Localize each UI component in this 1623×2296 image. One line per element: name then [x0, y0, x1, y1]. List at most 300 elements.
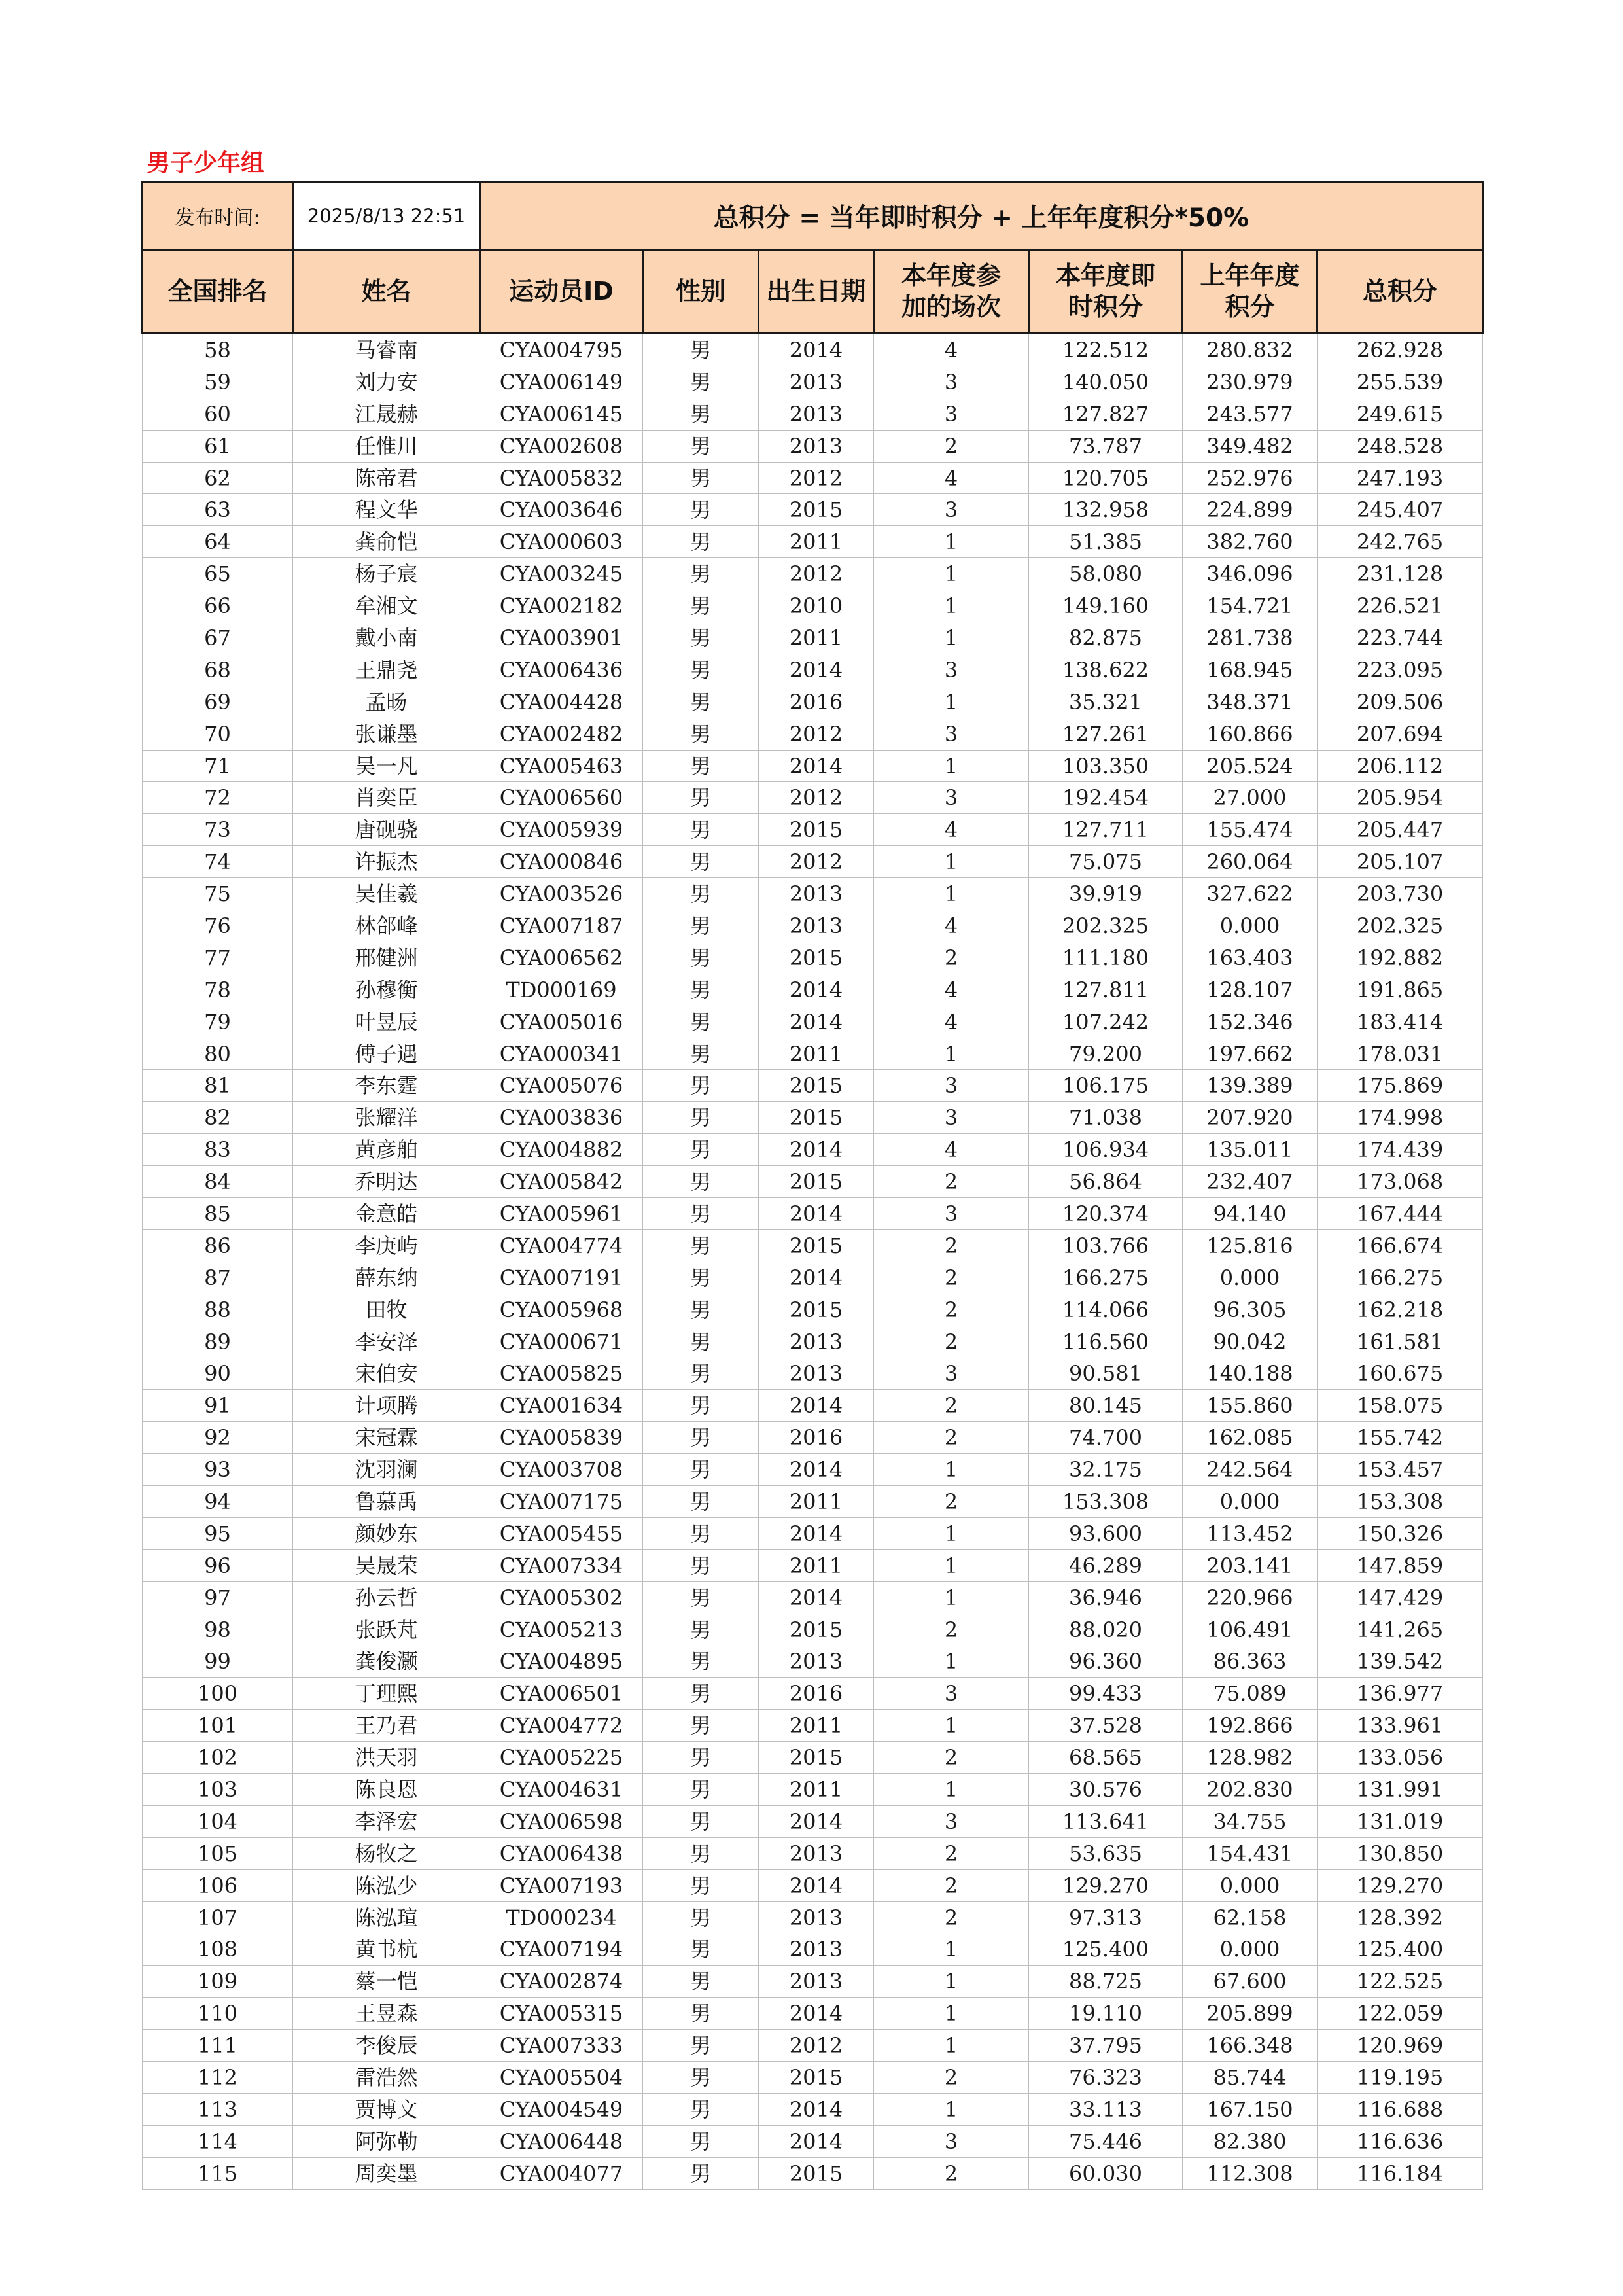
cell-athlete-id: TD000234: [480, 1901, 643, 1934]
cell-name: 李庚屿: [293, 1229, 480, 1262]
cell-rank: 66: [143, 590, 293, 622]
cell-athlete-id: CYA004549: [480, 2093, 643, 2125]
cell-gender: 男: [643, 1774, 759, 1806]
cell-rank: 101: [143, 1710, 293, 1742]
column-header-rank: 全国排名: [143, 250, 293, 334]
table-row: [143, 398, 1483, 430]
cell-last-year-points: 128.982: [1183, 1742, 1318, 1774]
table-row: [143, 1390, 1483, 1422]
cell-gender: 男: [643, 942, 759, 974]
table-row: [143, 526, 1483, 558]
cell-total-points: 147.429: [1318, 1581, 1483, 1614]
publish-time: 2025/8/13 22:51: [293, 182, 480, 250]
cell-events: 4: [874, 974, 1029, 1006]
cell-current-points: 97.313: [1029, 1901, 1183, 1934]
cell-gender: 男: [643, 1326, 759, 1358]
cell-events: 2: [874, 942, 1029, 974]
cell-current-points: 149.160: [1029, 590, 1183, 622]
cell-total-points: 158.075: [1318, 1390, 1483, 1422]
cell-athlete-id: CYA005016: [480, 1006, 643, 1038]
cell-total-points: 192.882: [1318, 942, 1483, 974]
cell-current-points: 68.565: [1029, 1742, 1183, 1774]
cell-current-points: 103.766: [1029, 1229, 1183, 1262]
cell-birth-year: 2013: [759, 1358, 874, 1390]
cell-name: 杨子宸: [293, 558, 480, 590]
table-row: [143, 430, 1483, 462]
cell-last-year-points: 128.107: [1183, 974, 1318, 1006]
cell-gender: 男: [643, 1358, 759, 1390]
cell-name: 孙穆衡: [293, 974, 480, 1006]
cell-last-year-points: 205.899: [1183, 1998, 1318, 2030]
cell-current-points: 113.641: [1029, 1805, 1183, 1837]
cell-last-year-points: 280.832: [1183, 334, 1318, 366]
cell-rank: 69: [143, 686, 293, 718]
cell-last-year-points: 243.577: [1183, 398, 1318, 430]
cell-gender: 男: [643, 718, 759, 750]
cell-name: 张跃芃: [293, 1614, 480, 1646]
cell-gender: 男: [643, 878, 759, 910]
table-row: [143, 1805, 1483, 1837]
cell-name: 龚俞恺: [293, 526, 480, 558]
table-row: [143, 366, 1483, 398]
table-row: [143, 654, 1483, 686]
cell-last-year-points: 220.966: [1183, 1581, 1318, 1614]
cell-last-year-points: 154.431: [1183, 1837, 1318, 1869]
cell-name: 黄彦舶: [293, 1134, 480, 1166]
cell-athlete-id: CYA001634: [480, 1390, 643, 1422]
cell-birth-year: 2013: [759, 1326, 874, 1358]
cell-athlete-id: CYA002608: [480, 430, 643, 462]
cell-name: 薛东纳: [293, 1262, 480, 1294]
table-row: [143, 1486, 1483, 1518]
cell-current-points: 93.600: [1029, 1517, 1183, 1549]
cell-gender: 男: [643, 686, 759, 718]
cell-gender: 男: [643, 1805, 759, 1837]
cell-rank: 113: [143, 2093, 293, 2125]
cell-athlete-id: CYA003646: [480, 494, 643, 526]
cell-total-points: 242.765: [1318, 526, 1483, 558]
cell-gender: 男: [643, 1006, 759, 1038]
cell-current-points: 51.385: [1029, 526, 1183, 558]
cell-name: 林郃峰: [293, 910, 480, 942]
cell-athlete-id: CYA004774: [480, 1229, 643, 1262]
cell-gender: 男: [643, 1454, 759, 1486]
cell-events: 1: [874, 2093, 1029, 2125]
cell-athlete-id: CYA000671: [480, 1326, 643, 1358]
cell-events: 2: [874, 430, 1029, 462]
cell-birth-year: 2014: [759, 2093, 874, 2125]
cell-gender: 男: [643, 1134, 759, 1166]
table-row: [143, 1038, 1483, 1070]
cell-name: 吴佳羲: [293, 878, 480, 910]
cell-athlete-id: CYA006562: [480, 942, 643, 974]
cell-events: 4: [874, 334, 1029, 366]
table-row: [143, 814, 1483, 846]
column-header-events: 本年度参加的场次: [874, 250, 1029, 334]
cell-last-year-points: 166.348: [1183, 2030, 1318, 2062]
cell-name: 王乃君: [293, 1710, 480, 1742]
cell-birth-year: 2015: [759, 1229, 874, 1262]
table-row: [143, 2030, 1483, 2062]
cell-birth-year: 2013: [759, 1901, 874, 1934]
cell-events: 3: [874, 2125, 1029, 2157]
cell-last-year-points: 160.866: [1183, 718, 1318, 750]
column-header-total-points: 总积分: [1318, 250, 1483, 334]
cell-events: 3: [874, 1102, 1029, 1134]
cell-birth-year: 2014: [759, 1805, 874, 1837]
cell-total-points: 207.694: [1318, 718, 1483, 750]
cell-current-points: 127.711: [1029, 814, 1183, 846]
cell-rank: 65: [143, 558, 293, 590]
cell-total-points: 205.954: [1318, 782, 1483, 814]
cell-gender: 男: [643, 1390, 759, 1422]
cell-athlete-id: CYA004077: [480, 2157, 643, 2189]
cell-last-year-points: 327.622: [1183, 878, 1318, 910]
cell-athlete-id: CYA004772: [480, 1710, 643, 1742]
cell-current-points: 36.946: [1029, 1581, 1183, 1614]
cell-name: 蔡一恺: [293, 1966, 480, 1998]
cell-last-year-points: 168.945: [1183, 654, 1318, 686]
cell-current-points: 19.110: [1029, 1998, 1183, 2030]
cell-total-points: 131.019: [1318, 1805, 1483, 1837]
cell-total-points: 173.068: [1318, 1166, 1483, 1198]
cell-rank: 76: [143, 910, 293, 942]
cell-name: 阿弥勒: [293, 2125, 480, 2157]
cell-name: 叶昱辰: [293, 1006, 480, 1038]
cell-athlete-id: CYA005825: [480, 1358, 643, 1390]
cell-gender: 男: [643, 782, 759, 814]
cell-last-year-points: 85.744: [1183, 2062, 1318, 2094]
cell-name: 牟湘文: [293, 590, 480, 622]
cell-rank: 87: [143, 1262, 293, 1294]
cell-events: 2: [874, 1901, 1029, 1934]
group-title: 男子少年组: [147, 150, 265, 177]
table-row: [143, 846, 1483, 878]
cell-last-year-points: 346.096: [1183, 558, 1318, 590]
cell-birth-year: 2011: [759, 1710, 874, 1742]
table-row: [143, 622, 1483, 654]
table-row: [143, 1262, 1483, 1294]
cell-athlete-id: CYA005832: [480, 462, 643, 494]
cell-current-points: 80.145: [1029, 1390, 1183, 1422]
table-row: [143, 718, 1483, 750]
cell-name: 李泽宏: [293, 1805, 480, 1837]
cell-athlete-id: CYA007333: [480, 2030, 643, 2062]
cell-birth-year: 2014: [759, 1998, 874, 2030]
cell-name: 傅子遇: [293, 1038, 480, 1070]
cell-birth-year: 2015: [759, 814, 874, 846]
cell-athlete-id: CYA002182: [480, 590, 643, 622]
cell-total-points: 174.998: [1318, 1102, 1483, 1134]
cell-events: 4: [874, 462, 1029, 494]
cell-last-year-points: 34.755: [1183, 1805, 1318, 1837]
cell-gender: 男: [643, 1646, 759, 1678]
cell-gender: 男: [643, 1837, 759, 1869]
cell-events: 2: [874, 1422, 1029, 1454]
cell-birth-year: 2016: [759, 1678, 874, 1710]
cell-current-points: 79.200: [1029, 1038, 1183, 1070]
cell-events: 3: [874, 782, 1029, 814]
cell-current-points: 192.454: [1029, 782, 1183, 814]
cell-events: 1: [874, 622, 1029, 654]
cell-total-points: 206.112: [1318, 750, 1483, 782]
cell-current-points: 88.020: [1029, 1614, 1183, 1646]
cell-rank: 98: [143, 1614, 293, 1646]
cell-last-year-points: 0.000: [1183, 1934, 1318, 1966]
cell-birth-year: 2013: [759, 1934, 874, 1966]
cell-gender: 男: [643, 1102, 759, 1134]
cell-total-points: 245.407: [1318, 494, 1483, 526]
cell-total-points: 139.542: [1318, 1646, 1483, 1678]
cell-athlete-id: CYA006448: [480, 2125, 643, 2157]
cell-current-points: 153.308: [1029, 1486, 1183, 1518]
cell-athlete-id: CYA004795: [480, 334, 643, 366]
cell-current-points: 116.560: [1029, 1326, 1183, 1358]
column-header-row: [143, 250, 1483, 334]
cell-last-year-points: 140.188: [1183, 1358, 1318, 1390]
cell-gender: 男: [643, 1678, 759, 1710]
cell-athlete-id: CYA005225: [480, 1742, 643, 1774]
cell-name: 杨牧之: [293, 1837, 480, 1869]
cell-events: 1: [874, 1934, 1029, 1966]
cell-rank: 115: [143, 2157, 293, 2189]
cell-events: 4: [874, 1134, 1029, 1166]
cell-name: 田牧: [293, 1294, 480, 1326]
cell-current-points: 202.325: [1029, 910, 1183, 942]
cell-total-points: 223.095: [1318, 654, 1483, 686]
table-body: [143, 334, 1483, 2190]
cell-birth-year: 2012: [759, 2030, 874, 2062]
table-row: [143, 782, 1483, 814]
cell-last-year-points: 230.979: [1183, 366, 1318, 398]
table-row: [143, 462, 1483, 494]
cell-total-points: 116.636: [1318, 2125, 1483, 2157]
cell-athlete-id: CYA005455: [480, 1517, 643, 1549]
cell-birth-year: 2011: [759, 526, 874, 558]
cell-gender: 男: [643, 590, 759, 622]
cell-events: 1: [874, 878, 1029, 910]
cell-name: 马睿南: [293, 334, 480, 366]
cell-total-points: 205.107: [1318, 846, 1483, 878]
cell-rank: 79: [143, 1006, 293, 1038]
cell-total-points: 133.056: [1318, 1742, 1483, 1774]
cell-birth-year: 2015: [759, 1102, 874, 1134]
cell-gender: 男: [643, 2157, 759, 2189]
cell-rank: 110: [143, 1998, 293, 2030]
cell-last-year-points: 94.140: [1183, 1198, 1318, 1230]
cell-current-points: 74.700: [1029, 1422, 1183, 1454]
cell-total-points: 161.581: [1318, 1326, 1483, 1358]
cell-current-points: 56.864: [1029, 1166, 1183, 1198]
cell-athlete-id: TD000169: [480, 974, 643, 1006]
cell-name: 颜妙东: [293, 1517, 480, 1549]
cell-events: 3: [874, 1805, 1029, 1837]
cell-birth-year: 2011: [759, 1486, 874, 1518]
cell-athlete-id: CYA006501: [480, 1678, 643, 1710]
cell-total-points: 141.265: [1318, 1614, 1483, 1646]
cell-total-points: 120.969: [1318, 2030, 1483, 2062]
table-row: [143, 1006, 1483, 1038]
cell-rank: 109: [143, 1966, 293, 1998]
cell-birth-year: 2011: [759, 1549, 874, 1581]
cell-current-points: 30.576: [1029, 1774, 1183, 1806]
ranking-table: [141, 181, 1484, 2190]
cell-last-year-points: 232.407: [1183, 1166, 1318, 1198]
cell-rank: 102: [143, 1742, 293, 1774]
cell-name: 张谦墨: [293, 718, 480, 750]
cell-name: 许振杰: [293, 846, 480, 878]
cell-birth-year: 2015: [759, 1742, 874, 1774]
cell-birth-year: 2014: [759, 2125, 874, 2157]
cell-events: 2: [874, 1742, 1029, 1774]
cell-current-points: 106.934: [1029, 1134, 1183, 1166]
cell-gender: 男: [643, 1517, 759, 1549]
cell-gender: 男: [643, 2125, 759, 2157]
cell-birth-year: 2014: [759, 750, 874, 782]
cell-total-points: 255.539: [1318, 366, 1483, 398]
cell-events: 3: [874, 398, 1029, 430]
cell-events: 4: [874, 910, 1029, 942]
cell-events: 2: [874, 1486, 1029, 1518]
cell-current-points: 75.075: [1029, 846, 1183, 878]
cell-athlete-id: CYA007187: [480, 910, 643, 942]
table-row: [143, 1517, 1483, 1549]
cell-name: 计项腾: [293, 1390, 480, 1422]
cell-last-year-points: 0.000: [1183, 910, 1318, 942]
cell-last-year-points: 162.085: [1183, 1422, 1318, 1454]
cell-total-points: 147.859: [1318, 1549, 1483, 1581]
cell-birth-year: 2015: [759, 1070, 874, 1102]
cell-current-points: 37.795: [1029, 2030, 1183, 2062]
formula-text: 总积分 = 当年即时积分 + 上年年度积分*50%: [480, 182, 1483, 250]
cell-name: 吴一凡: [293, 750, 480, 782]
table-row: [143, 974, 1483, 1006]
table-row: [143, 878, 1483, 910]
cell-birth-year: 2014: [759, 1134, 874, 1166]
cell-athlete-id: CYA003526: [480, 878, 643, 910]
cell-gender: 男: [643, 1901, 759, 1934]
cell-events: 3: [874, 1358, 1029, 1390]
cell-birth-year: 2015: [759, 494, 874, 526]
cell-birth-year: 2013: [759, 430, 874, 462]
cell-rank: 100: [143, 1678, 293, 1710]
cell-athlete-id: CYA004631: [480, 1774, 643, 1806]
cell-rank: 64: [143, 526, 293, 558]
table-row: [143, 1837, 1483, 1869]
cell-rank: 81: [143, 1070, 293, 1102]
cell-last-year-points: 90.042: [1183, 1326, 1318, 1358]
cell-current-points: 127.261: [1029, 718, 1183, 750]
cell-last-year-points: 82.380: [1183, 2125, 1318, 2157]
table-row: [143, 1710, 1483, 1742]
cell-total-points: 160.675: [1318, 1358, 1483, 1390]
cell-gender: 男: [643, 1262, 759, 1294]
publish-label: 发布时间:: [143, 182, 293, 250]
table-row: [143, 1581, 1483, 1614]
table-row: [143, 1102, 1483, 1134]
cell-last-year-points: 125.816: [1183, 1229, 1318, 1262]
cell-last-year-points: 75.089: [1183, 1678, 1318, 1710]
cell-rank: 104: [143, 1805, 293, 1837]
cell-current-points: 32.175: [1029, 1454, 1183, 1486]
cell-birth-year: 2013: [759, 1966, 874, 1998]
cell-birth-year: 2015: [759, 2157, 874, 2189]
cell-total-points: 129.270: [1318, 1869, 1483, 1901]
cell-name: 任惟川: [293, 430, 480, 462]
cell-events: 1: [874, 1549, 1029, 1581]
cell-last-year-points: 106.491: [1183, 1614, 1318, 1646]
cell-name: 程文华: [293, 494, 480, 526]
table-row: [143, 1294, 1483, 1326]
table-row: [143, 1358, 1483, 1390]
cell-last-year-points: 202.830: [1183, 1774, 1318, 1806]
cell-rank: 71: [143, 750, 293, 782]
cell-last-year-points: 207.920: [1183, 1102, 1318, 1134]
cell-rank: 90: [143, 1358, 293, 1390]
cell-gender: 男: [643, 1742, 759, 1774]
cell-name: 贾博文: [293, 2093, 480, 2125]
cell-name: 乔明达: [293, 1166, 480, 1198]
table-row: [143, 2062, 1483, 2094]
cell-birth-year: 2011: [759, 622, 874, 654]
cell-last-year-points: 197.662: [1183, 1038, 1318, 1070]
cell-athlete-id: CYA006436: [480, 654, 643, 686]
cell-name: 鲁慕禹: [293, 1486, 480, 1518]
cell-current-points: 37.528: [1029, 1710, 1183, 1742]
cell-rank: 72: [143, 782, 293, 814]
cell-events: 1: [874, 1038, 1029, 1070]
cell-name: 陈帝君: [293, 462, 480, 494]
cell-rank: 82: [143, 1102, 293, 1134]
cell-birth-year: 2015: [759, 1614, 874, 1646]
cell-rank: 84: [143, 1166, 293, 1198]
cell-name: 陈泓少: [293, 1869, 480, 1901]
cell-last-year-points: 252.976: [1183, 462, 1318, 494]
cell-gender: 男: [643, 1614, 759, 1646]
cell-rank: 68: [143, 654, 293, 686]
cell-last-year-points: 152.346: [1183, 1006, 1318, 1038]
cell-events: 3: [874, 1678, 1029, 1710]
cell-last-year-points: 0.000: [1183, 1869, 1318, 1901]
cell-athlete-id: CYA006149: [480, 366, 643, 398]
cell-total-points: 223.744: [1318, 622, 1483, 654]
cell-name: 陈泓瑄: [293, 1901, 480, 1934]
table-row: [143, 1166, 1483, 1198]
cell-birth-year: 2014: [759, 1390, 874, 1422]
cell-name: 戴小南: [293, 622, 480, 654]
cell-name: 王鼎尧: [293, 654, 480, 686]
cell-name: 邢健洲: [293, 942, 480, 974]
table-row: [143, 2125, 1483, 2157]
cell-birth-year: 2015: [759, 1166, 874, 1198]
cell-events: 2: [874, 1614, 1029, 1646]
cell-current-points: 129.270: [1029, 1869, 1183, 1901]
cell-total-points: 166.674: [1318, 1229, 1483, 1262]
cell-total-points: 191.865: [1318, 974, 1483, 1006]
cell-gender: 男: [643, 494, 759, 526]
cell-birth-year: 2012: [759, 782, 874, 814]
cell-birth-year: 2011: [759, 1038, 874, 1070]
cell-total-points: 262.928: [1318, 334, 1483, 366]
cell-name: 李安泽: [293, 1326, 480, 1358]
cell-rank: 97: [143, 1581, 293, 1614]
table-row: [143, 1678, 1483, 1710]
cell-gender: 男: [643, 1998, 759, 2030]
cell-last-year-points: 242.564: [1183, 1454, 1318, 1486]
cell-total-points: 167.444: [1318, 1198, 1483, 1230]
cell-gender: 男: [643, 462, 759, 494]
column-header-current-points: 本年度即时积分: [1029, 250, 1183, 334]
